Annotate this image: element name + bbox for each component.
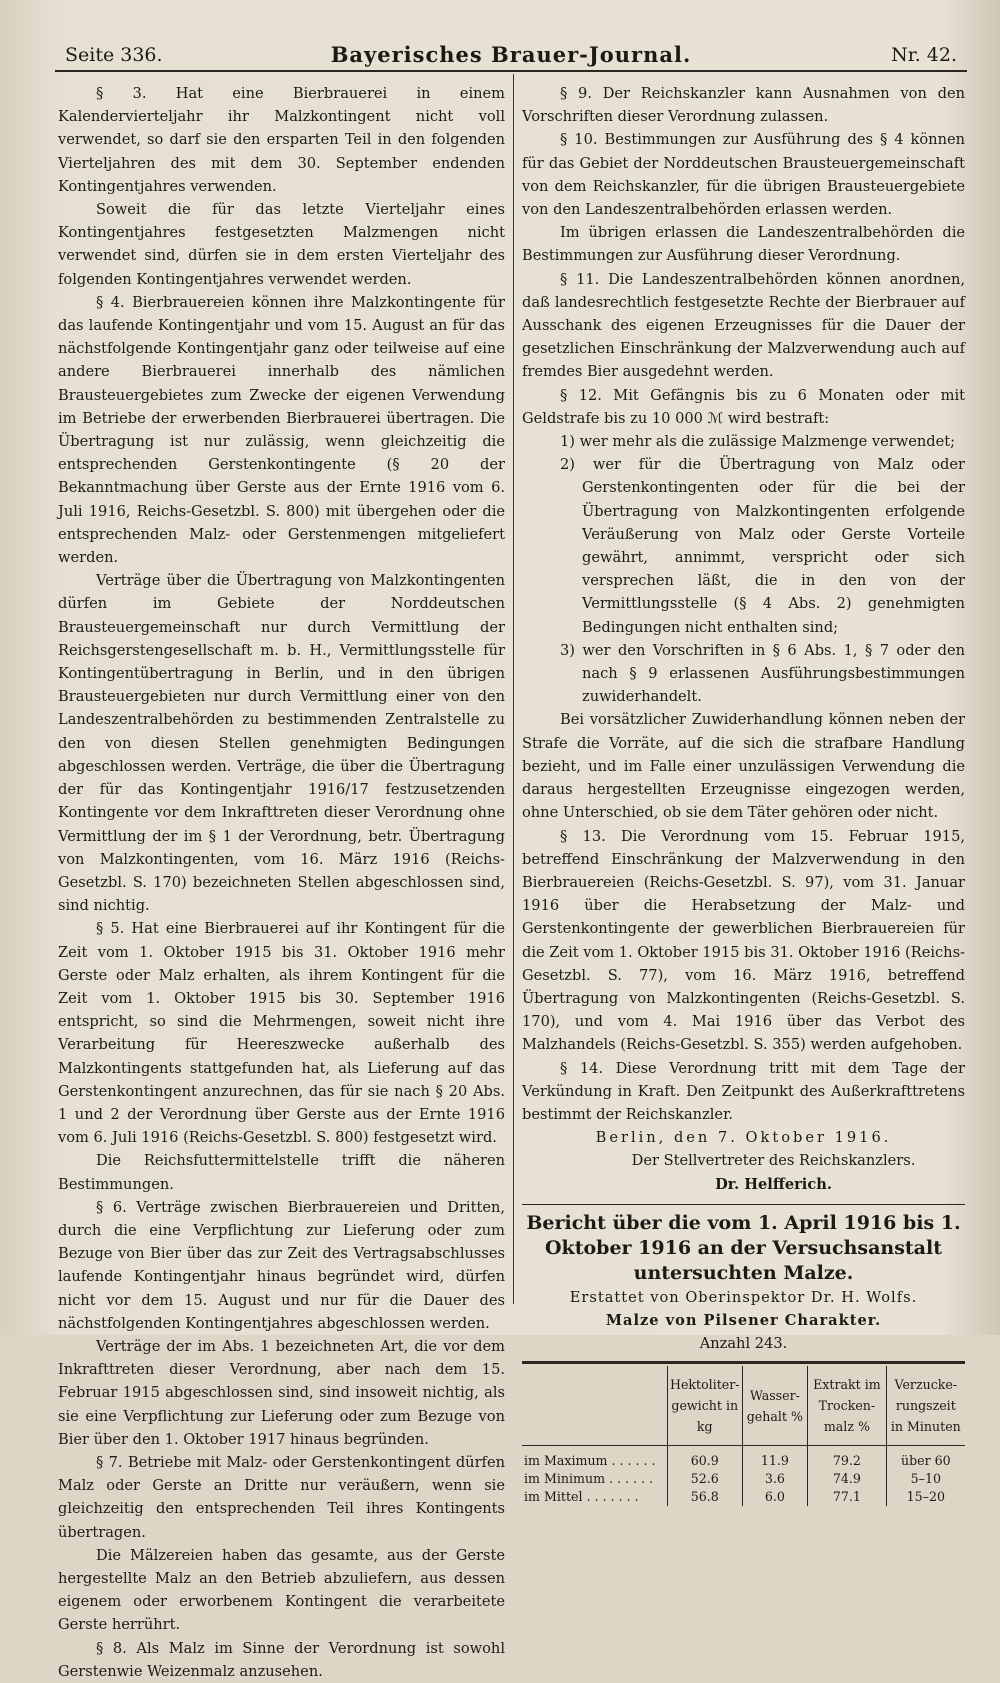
deputy-line: Der Stellvertreter des Reichskanzlers.	[631, 1152, 916, 1170]
list-item: 3) wer den Vorschriften in § 6 Abs. 1, § 7 oder den nach § 9 erlassenen Ausführungsbestimmungen zuwiderhandelt.	[560, 641, 965, 706]
malt-data-table	[522, 1366, 965, 1506]
table-row	[522, 1470, 965, 1488]
paragraph: Die Reichsfuttermittelstelle trifft die näheren Bestimmungen.	[58, 1152, 505, 1193]
paragraph: § 14. Diese Verordnung tritt mit dem Tage der Verkündung in Kraft. Den Zeitpunkt des Außerkrafttretens bestimmt der Reichskanzler.	[522, 1059, 965, 1123]
list-item: 2) wer für die Übertragung von Malz oder Gerstenkontingenten oder für die bei der Übertragung von Malzkontingenten erfolgende Veräußerung von Malz oder Gerste Vorteile gewährt, annimmt, verspricht oder sich versprechen läßt, die in den von der Vermittlungsstelle (§ 4 Abs. 2) genehmigten Bedingungen nicht enthalten sind;	[560, 456, 965, 636]
table-cell: 79.2	[808, 1446, 886, 1471]
table-header-cell: Verzucke-rungszeit in Minuten	[886, 1366, 965, 1446]
page-number: Seite 336.	[65, 44, 163, 66]
paragraph: § 13. Die Verordnung vom 15. Februar 1915, betreffend Einschränkung der Malzverwendung in den Bierbrauereien (Reichs-Gesetzbl. S. 97), vom 31. Januar 1916 über die Herabsetzung der Malz- und Gerstenkontingente der gewerblichen Bierbrauereien für die Zeit vom 1. Oktober 1915 bis 31. Oktober 1916 (Reichs-Gesetzbl. S. 77), vom 16. März 1916, betreffend Übertragung von Malzkontingenten (Reichs-Gesetzbl. S. 170), und vom 4. Mai 1916 über das Verbot des Malzhandels (Reichs-Gesetzbl. S. 355) werden aufgehoben.	[522, 827, 965, 1054]
paragraph: Die Mälzereien haben das gesamte, aus der Gerste hergestellte Malz an den Betrieb abzuliefern, aus dessen eigenem oder erworbenem Kontingent die verarbeitete Gerste herrührt.	[58, 1546, 505, 1634]
table-cell: 6.0	[742, 1488, 808, 1506]
table-header-cell: Wasser-gehalt %	[742, 1366, 808, 1446]
paragraph: § 7. Betriebe mit Malz- oder Gerstenkontingent dürfen Malz oder Gerste an Dritte nur veräußern, wenn sie gleichzeitig den entsprechenden Teil ihres Kontingents übertragen.	[58, 1453, 505, 1541]
table-cell: 56.8	[667, 1488, 742, 1506]
table-cell: 52.6	[667, 1470, 742, 1488]
table-cell: 74.9	[808, 1470, 886, 1488]
report-title: Bericht über die vom 1. April 1916 bis 1. Oktober 1916 an der Versuchsanstalt untersuchten Malze.	[526, 1211, 961, 1284]
paragraph: § 11. Die Landeszentralbehörden können anordnen, daß landesrechtlich festgesetzte Rechte der Bierbrauer auf Ausschank des eigenen Erzeugnisses für die Dauer der gesetzlichen Einschränkung der Malzverwendung auch auf fremdes Bier ausgedehnt werden.	[522, 270, 965, 381]
paragraph: § 5. Hat eine Bierbrauerei auf ihr Kontingent für die Zeit vom 1. Oktober 1915 bis 31. Oktober 1916 mehr Gerste oder Malz erhalten, als ihrem Kontingent für die Zeit vom 1. Oktober 1915 bis 30. September 1916 entspricht, so sind die Mehrmengen, soweit nicht ihre Verarbeitung für Heereszwecke außerhalb des Malzkontingents stattgefunden hat, als Lieferung auf das Gerstenkontingent anzurechnen, das für sie nach § 20 Abs. 1 und 2 der Verordnung über Gerste aus der Ernte 1916 vom 6. Juli 1916 (Reichs-Gesetzbl. S. 800) festgesetzt wird.	[58, 920, 505, 1147]
table-header-cell	[522, 1366, 667, 1446]
signature: Dr. Helfferich.	[715, 1175, 832, 1193]
paragraph: § 4. Bierbrauereien können ihre Malzkontingente für das laufende Kontingentjahr und vom 15. August an für das nächstfolgende Kontingentjahr ganz oder teilweise auf eine andere Bierbrauerei innerhalb des nämlichen Brausteuergebietes zum Zwecke der eigenen Verwendung im Betriebe der erwerbenden Bierbrauerei übertragen. Die Übertragung ist nur zulässig, wenn gleichzeitig die entsprechenden Gerstenkontingente (§ 20 der Bekanntmachung über Gerste aus der Ernte 1916 vom 6. Juli 1916, Reichs-Gesetzbl. S. 800) mit übergehen oder die entsprechenden Malz- oder Gerstenmengen mitgeliefert werden.	[58, 293, 505, 567]
row-label: im Minimum . . . . . .	[524, 1471, 654, 1487]
table-cell: über 60	[886, 1446, 965, 1471]
place-date: Berlin, den 7. Oktober 1916.	[595, 1129, 892, 1147]
paragraph: Verträge der im Abs. 1 bezeichneten Art, die vor dem Inkrafttreten dieser Verordnung, aber nach dem 15. Februar 1915 abgeschlossen sind, sind insoweit nichtig, als sie eine Verpflichtung zur Lieferung oder zum Bezuge von Bier über den 1. Oktober 1917 hinaus begründen.	[58, 1337, 505, 1448]
table-header-row	[522, 1366, 965, 1446]
column-divider	[513, 74, 514, 1304]
paragraph: § 3. Hat eine Bierbrauerei in einem Kalendervierteljahr ihr Malzkontingent nicht voll verwendet, so darf sie den ersparten Teil in den folgenden Vierteljahren des mit dem 30. September endenden Kontingentjahres verwenden.	[58, 85, 505, 195]
table-cell: 60.9	[667, 1446, 742, 1471]
table-cell: 77.1	[808, 1488, 886, 1506]
table-row	[522, 1488, 965, 1506]
row-label: im Maximum . . . . . .	[524, 1453, 656, 1469]
paragraph: § 9. Der Reichskanzler kann Ausnahmen von den Vorschriften dieser Verordnung zulassen.	[522, 85, 965, 126]
journal-title: Bayerisches Brauer-Journal.	[330, 42, 692, 67]
report-section: Malze von Pilsener Charakter.	[605, 1311, 882, 1329]
paragraph: § 6. Verträge zwischen Bierbrauereien und Dritten, durch die eine Verpflichtung zur Lieferung oder zum Bezuge von Bier über das zur Zeit des Vertragsabschlusses laufende Kontingentjahr hinaus begründet wird, dürfen nicht vor dem 15. August und nur für die Dauer des nächstfolgenden Kontingentjahres abgeschlossen werden.	[58, 1198, 505, 1332]
page-header	[55, 40, 967, 72]
report-author: Erstattet von Oberinspektor Dr. H. Wolfs.	[569, 1288, 918, 1306]
table-cell: 3.6	[742, 1470, 808, 1488]
right-column	[522, 82, 965, 1506]
sample-count: Anzahl 243.	[699, 1335, 788, 1353]
issue-number: Nr. 42.	[891, 44, 957, 66]
table-rule	[522, 1361, 965, 1364]
row-label: im Mittel . . . . . . .	[524, 1489, 639, 1505]
paragraph: Im übrigen erlassen die Landeszentralbehörden die Bestimmungen zur Ausführung dieser Verordnung.	[522, 224, 965, 265]
list-item: 1) wer mehr als die zulässige Malzmenge verwendet;	[560, 433, 955, 451]
paragraph: Bei vorsätzlicher Zuwiderhandlung können neben der Strafe die Vorräte, auf die sich die strafbare Handlung bezieht, und im Falle einer unzulässigen Verwendung die daraus hergestellten Erzeugnisse eingezogen werden, ohne Unterschied, ob sie dem Täter gehören oder nicht.	[522, 711, 965, 822]
table-cell: 11.9	[742, 1446, 808, 1471]
table-cell: 15–20	[886, 1488, 965, 1506]
table-row	[522, 1446, 965, 1471]
table-header-cell: Hektoliter-gewicht in kg	[667, 1366, 742, 1446]
table-cell: 5–10	[886, 1470, 965, 1488]
paragraph: Soweit die für das letzte Vierteljahr eines Kontingentjahres festgesetzten Malzmengen nicht verwendet sind, dürfen sie in dem ersten Vierteljahr des folgenden Kontingentjahres verwendet werden.	[58, 201, 505, 288]
paragraph: § 12. Mit Gefängnis bis zu 6 Monaten oder mit Geldstrafe bis zu 10 000 ℳ wird bestraft:	[522, 386, 965, 427]
paragraph: § 10. Bestimmungen zur Ausführung des § 4 können für das Gebiet der Norddeutschen Brausteuergemeinschaft von dem Reichskanzler, für die übrigen Brausteuergebiete von den Landeszentralbehörden erlassen werden.	[522, 131, 965, 219]
paragraph: Verträge über die Übertragung von Malzkontingenten dürfen im Gebiete der Norddeutschen Brausteuergemeinschaft nur durch Vermittlung der Reichsgerstengesellschaft m. b. H., Vermittlungsstelle für Kontingentübertragung in Berlin, und in den übrigen Brausteuergebieten nur durch Vermittlung einer von den Landeszentralbehörden zu bestimmenden Zentralstelle zu den von diesen Stellen genehmigten Bedingungen abgeschlossen werden. Verträge, die über die Übertragung der für das Kontingentjahr 1916/17 festzusetzenden Kontingente vor dem Inkrafttreten dieser Verordnung ohne Vermittlung der im § 1 der Verordnung, betr. Übertragung von Malzkontingenten, vom 16. März 1916 (Reichs-Gesetzbl. S. 170) bezeichneten Stellen abgeschlossen sind, sind nichtig.	[58, 572, 505, 915]
table-header-cell: Extrakt im Trocken-malz %	[808, 1366, 886, 1446]
paragraph: § 8. Als Malz im Sinne der Verordnung ist sowohl Gerstenwie Weizenmalz anzusehen.	[58, 1639, 505, 1680]
section-rule	[522, 1204, 965, 1205]
left-column	[58, 82, 505, 1683]
